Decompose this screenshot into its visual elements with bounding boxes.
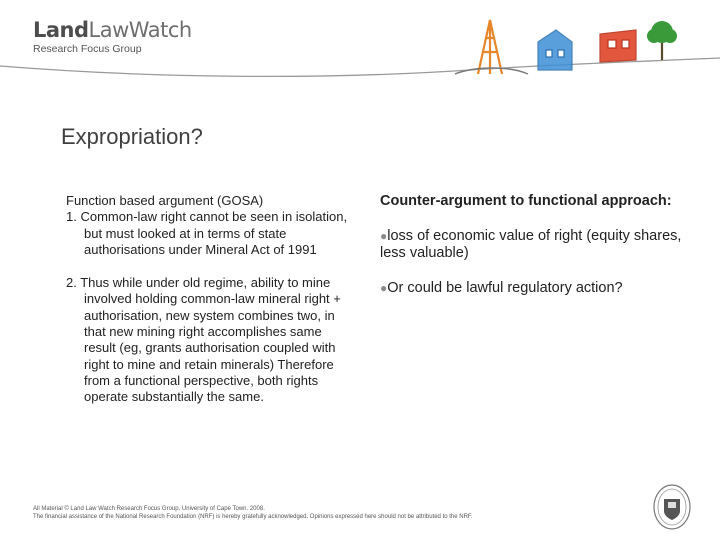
logo-brand-part1: Land	[33, 18, 89, 42]
right-bullet-1	[380, 228, 690, 262]
right-bullet-1-text: loss of economic value of right (equity shares, less valuable)	[380, 228, 682, 261]
footer-line-2: The financial assistance of the National Research Foundation (NRF) is hereby gratefully acknowledged. Opinions expressed here should not be attributed to the NRF.	[33, 514, 473, 520]
logo-subtitle: Research Focus Group	[33, 43, 142, 55]
logo-brand-part2: LawWatch	[88, 18, 192, 42]
right-bullet-2	[380, 280, 690, 297]
footer-line-1: All Material © Land Law Watch Research Focus Group, University of Cape Town. 2008.	[33, 506, 265, 512]
left-intro: Function based argument (GOSA)	[66, 193, 264, 208]
derrick-icon	[478, 20, 502, 74]
logo	[33, 18, 192, 55]
left-point-2: 2. Thus while under old regime, ability to mine involved holding common-law mineral right + authorisation, new system combines two, in that new mining right accomplishes same result (eg, grants authorisation coupled with right to mine and retain minerals) Therefore from a functional perspective, both rights operate substantially the same.	[66, 275, 341, 405]
logo-title	[33, 18, 192, 42]
right-heading: Counter-argument to functional approach:	[380, 193, 672, 209]
left-column	[66, 193, 356, 406]
right-bullet-2-text: Or could be lawful regulatory action?	[387, 280, 623, 296]
slide-title: Expropriation?	[61, 124, 203, 149]
red-house-icon	[600, 30, 636, 62]
bullet-dot-icon: ●	[380, 229, 388, 243]
bullet-dot-icon: ●	[380, 281, 388, 295]
left-point-1: 1. Common-law right cannot be seen in isolation, but must looked at in terms of state authorisations under Mineral Act of 1991	[66, 209, 348, 257]
university-seal-icon	[652, 483, 692, 531]
footer	[33, 505, 473, 521]
right-column	[380, 193, 690, 315]
tree-icon	[647, 21, 677, 60]
blue-house-icon	[538, 30, 572, 70]
